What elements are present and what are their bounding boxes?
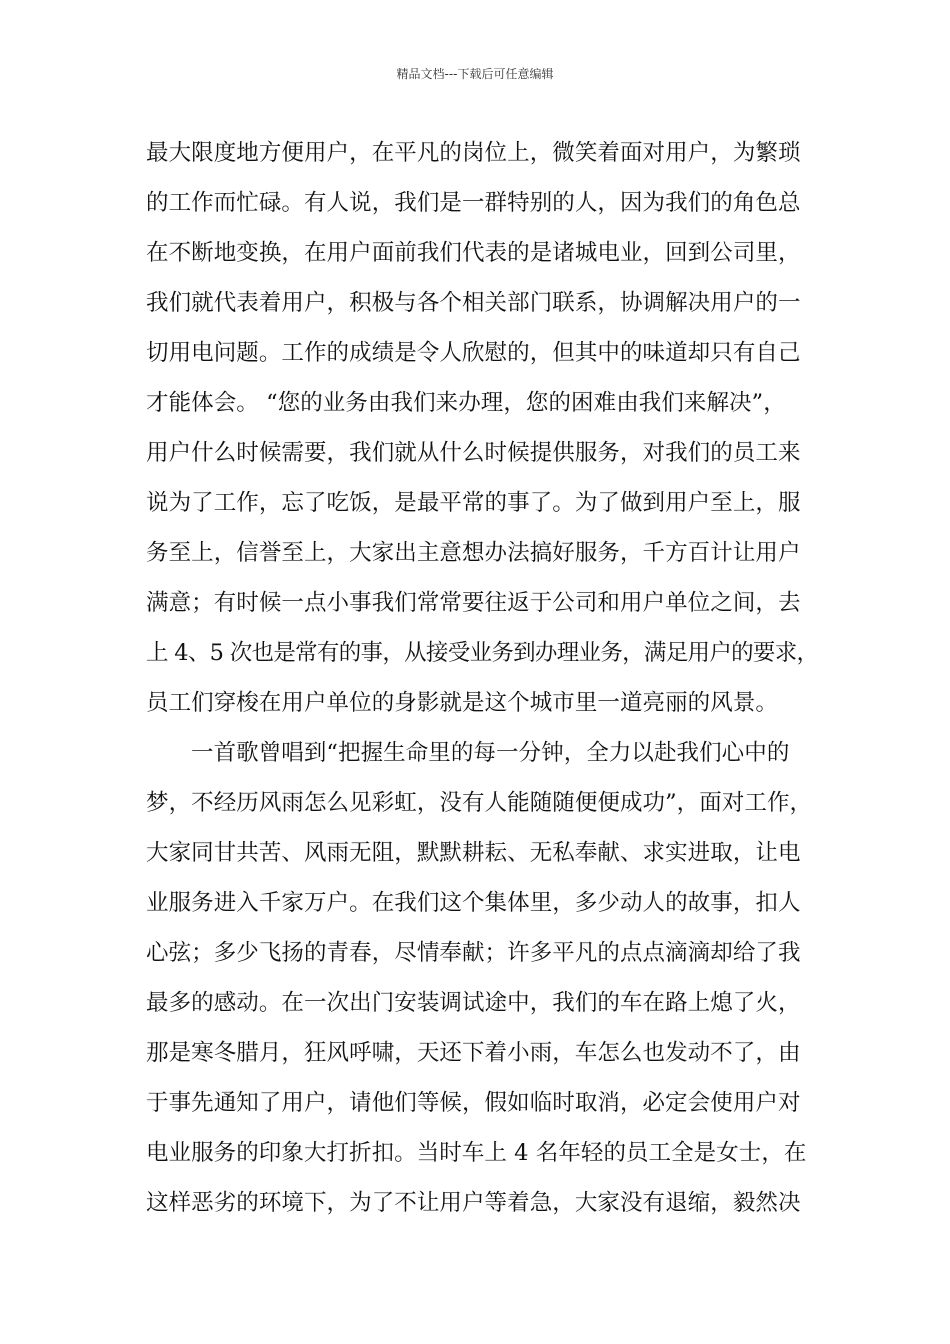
text-line: 大家同甘共苦、风雨无阻，默默耕耘、无私奉献、求实进取，让电 [146,840,801,866]
text-line: 电业服务的印象大打折扣。当时车上 4 名年轻的员工全是女士，在 [146,1140,807,1166]
document-body [146,128,819,1228]
text-line: 业服务进入千家万户。在我们这个集体里，多少动人的故事，扣人 [146,890,801,916]
page-header: 精品文档---下载后可任意编辑 [396,67,554,81]
text-line: 那是寒冬腊月，狂风呼啸，天还下着小雨，车怎么也发动不了，由 [146,1040,801,1066]
text-line: 说为了工作，忘了吃饭，是最平常的事了。为了做到用户至上，服 [146,490,801,516]
text-line: 最大限度地方便用户，在平凡的岗位上，微笑着面对用户，为繁琐 [146,140,801,166]
text-line: 务至上，信誉至上，大家出主意想办法搞好服务，千方百计让用户 [146,540,801,566]
text-line: 员工们穿梭在用户单位的身影就是这个城市里一道亮丽的风景。 [146,690,778,716]
text-line: 最多的感动。在一次出门安装调试途中，我们的车在路上熄了火， [146,990,801,1016]
text-line: 切用电问题。工作的成绩是令人欣慰的，但其中的味道却只有自己 [146,340,801,366]
text-line: 满意；有时候一点小事我们常常要往返于公司和用户单位之间，去 [146,590,801,616]
paragraph-2 [146,728,816,1228]
text-line: 上 4、5 次也是常有的事，从接受业务到办理业务，满足用户的要求， [146,640,819,666]
text-line: 我们就代表着用户，积极与各个相关部门联系，协调解决用户的一 [146,290,801,316]
text-line: 梦，不经历风雨怎么见彩虹，没有人能随随便便成功”，面对工作， [146,790,813,816]
text-line: 才能体会。 “您的业务由我们来办理，您的困难由我们来解决”， [146,390,786,416]
text-line: 在不断地变换，在用户面前我们代表的是诸城电业，回到公司里， [146,240,801,266]
text-line-indented: 一首歌曾唱到“把握生命里的每一分钟，全力以赴我们心中的 [191,740,790,766]
text-line: 用户什么时候需要，我们就从什么时候提供服务，对我们的员工来 [146,440,801,466]
paragraph-1 [146,128,819,728]
text-line: 的工作而忙碌。有人说，我们是一群特别的人，因为我们的角色总 [146,190,801,216]
text-line: 心弦；多少飞扬的青春，尽情奉献；许多平凡的点点滴滴却给了我 [146,940,801,966]
text-line: 于事先通知了用户，请他们等候，假如临时取消，必定会使用户对 [146,1090,801,1116]
text-line: 这样恶劣的环境下，为了不让用户等着急，大家没有退缩，毅然决 [146,1190,801,1216]
